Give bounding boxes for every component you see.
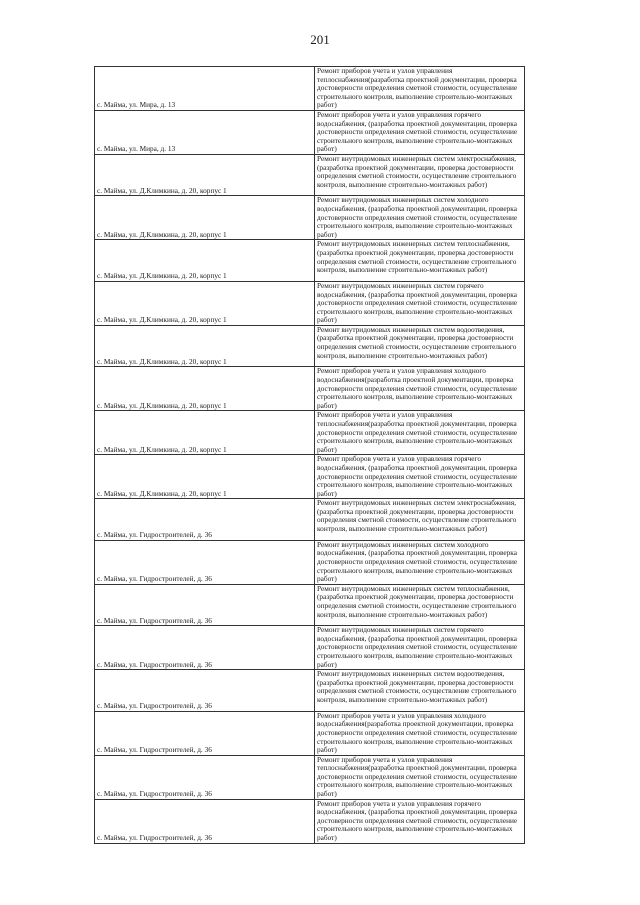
address-cell: с. Майма, ул. Д.Климкина, д. 20, корпус 1 bbox=[95, 455, 315, 499]
address-cell: с. Майма, ул. Д.Климкина, д. 20, корпус 1 bbox=[95, 281, 315, 325]
work-description-cell: Ремонт внутридомовых инженерных систем горячего водоснабжения, (разработка проектной документации, проверка достоверности определения сметной стоимости, осуществление строительного контроля, выполнение строительно-монтажных работ) bbox=[315, 281, 525, 325]
table-body bbox=[95, 67, 525, 844]
table-row bbox=[95, 67, 525, 111]
table-row bbox=[95, 154, 525, 196]
table-row bbox=[95, 196, 525, 240]
address-cell: с. Майма, ул. Мира, д. 13 bbox=[95, 110, 315, 154]
work-description-cell: Ремонт внутридомовых инженерных систем теплоснабжения, (разработка проектной документации, проверка достоверности определения сметной стоимости, осуществление строительного контроля, выполнение строительно-монтажных работ) bbox=[315, 584, 525, 626]
work-description-cell: Ремонт приборов учета и узлов управления холодного водоснабжения(разработка проектной документации, проверка достоверности определения сметной стоимости, осуществление строительного контроля, выполнение строительно-монтажных работ) bbox=[315, 367, 525, 411]
page-number: 201 bbox=[310, 32, 330, 47]
work-description-cell: Ремонт приборов учета и узлов управления теплоснабжения(разработка проектной документации, проверка достоверности определения сметной стоимости, осуществление строительного контроля, выполнение строительно-монтажных работ) bbox=[315, 411, 525, 455]
table-row bbox=[95, 499, 525, 541]
work-description-cell: Ремонт внутридомовых инженерных систем электроснабжения, (разработка проектной документации, проверка достоверности определения сметной стоимости, осуществление строительного контроля, выполнение строительно-монтажных работ) bbox=[315, 499, 525, 541]
address-cell: с. Майма, ул. Д.Климкина, д. 20, корпус 1 bbox=[95, 325, 315, 367]
work-description-cell: Ремонт внутридомовых инженерных систем холодного водоснабжения, (разработка проектной документации, проверка достоверности определения сметной стоимости, осуществление строительного контроля, выполнение строительно-монтажных работ) bbox=[315, 540, 525, 584]
address-cell: с. Майма, ул. Д.Климкина, д. 20, корпус 1 bbox=[95, 411, 315, 455]
table-row bbox=[95, 455, 525, 499]
work-description-cell: Ремонт приборов учета и узлов управления горячего водоснабжения, (разработка проектной документации, проверка достоверности определения сметной стоимости, осуществление строительного контроля, выполнение строительно-монтажных работ) bbox=[315, 110, 525, 154]
address-cell: с. Майма, ул. Гидростроителей, д. 36 bbox=[95, 626, 315, 670]
address-cell: с. Майма, ул. Д.Климкина, д. 20, корпус 1 bbox=[95, 154, 315, 196]
work-description-cell: Ремонт приборов учета и узлов управления горячего водоснабжения, (разработка проектной документации, проверка достоверности определения сметной стоимости, осуществление строительного контроля, выполнение строительно-монтажных работ) bbox=[315, 799, 525, 843]
table-row bbox=[95, 711, 525, 755]
work-description-cell: Ремонт внутридомовых инженерных систем холодного водоснабжения, (разработка проектной документации, проверка достоверности определения сметной стоимости, осуществление строительного контроля, выполнение строительно-монтажных работ) bbox=[315, 196, 525, 240]
address-cell: с. Майма, ул. Гидростроителей, д. 36 bbox=[95, 499, 315, 541]
table-row bbox=[95, 755, 525, 799]
work-description-cell: Ремонт внутридомовых инженерных систем электроснабжения, (разработка проектной документации, проверка достоверности определения сметной стоимости, осуществление строительного контроля, выполнение строительно-монтажных работ) bbox=[315, 154, 525, 196]
work-description-cell: Ремонт внутридомовых инженерных систем водоотведения, (разработка проектной документации, проверка достоверности определения сметной стоимости, осуществление строительного контроля, выполнение строительно-монтажных работ) bbox=[315, 325, 525, 367]
table-row bbox=[95, 367, 525, 411]
table-row bbox=[95, 325, 525, 367]
address-cell: с. Майма, ул. Гидростроителей, д. 36 bbox=[95, 670, 315, 712]
work-description-cell: Ремонт приборов учета и узлов управления теплоснабжения(разработка проектной документации, проверка достоверности определения сметной стоимости, осуществление строительного контроля, выполнение строительно-монтажных работ) bbox=[315, 755, 525, 799]
work-description-cell: Ремонт внутридомовых инженерных систем теплоснабжения, (разработка проектной документации, проверка достоверности определения сметной стоимости, осуществление строительного контроля, выполнение строительно-монтажных работ) bbox=[315, 240, 525, 282]
table-row bbox=[95, 670, 525, 712]
table-row bbox=[95, 584, 525, 626]
table-row bbox=[95, 626, 525, 670]
address-cell: с. Майма, ул. Гидростроителей, д. 36 bbox=[95, 799, 315, 843]
work-description-cell: Ремонт приборов учета и узлов управления теплоснабжения(разработка проектной документации, проверка достоверности определения сметной стоимости, осуществление строительного контроля, выполнение строительно-монтажных работ) bbox=[315, 67, 525, 111]
works-table bbox=[94, 66, 525, 844]
table-row bbox=[95, 281, 525, 325]
address-cell: с. Майма, ул. Мира, д. 13 bbox=[95, 67, 315, 111]
address-cell: с. Майма, ул. Гидростроителей, д. 36 bbox=[95, 755, 315, 799]
address-cell: с. Майма, ул. Гидростроителей, д. 36 bbox=[95, 584, 315, 626]
table-row bbox=[95, 540, 525, 584]
address-cell: с. Майма, ул. Д.Климкина, д. 20, корпус 1 bbox=[95, 240, 315, 282]
work-description-cell: Ремонт внутридомовых инженерных систем водоотведения, (разработка проектной документации, проверка достоверности определения сметной стоимости, осуществление строительного контроля, выполнение строительно-монтажных работ) bbox=[315, 670, 525, 712]
work-description-cell: Ремонт приборов учета и узлов управления холодного водоснабжения(разработка проектной документации, проверка достоверности определения сметной стоимости, осуществление строительного контроля, выполнение строительно-монтажных работ) bbox=[315, 711, 525, 755]
work-description-cell: Ремонт приборов учета и узлов управления горячего водоснабжения, (разработка проектной документации, проверка достоверности определения сметной стоимости, осуществление строительного контроля, выполнение строительно-монтажных работ) bbox=[315, 455, 525, 499]
address-cell: с. Майма, ул. Гидростроителей, д. 36 bbox=[95, 540, 315, 584]
table-row bbox=[95, 799, 525, 843]
table-row bbox=[95, 411, 525, 455]
address-cell: с. Майма, ул. Д.Климкина, д. 20, корпус 1 bbox=[95, 367, 315, 411]
address-cell: с. Майма, ул. Д.Климкина, д. 20, корпус 1 bbox=[95, 196, 315, 240]
work-description-cell: Ремонт внутридомовых инженерных систем горячего водоснабжения, (разработка проектной документации, проверка достоверности определения сметной стоимости, осуществление строительного контроля, выполнение строительно-монтажных работ) bbox=[315, 626, 525, 670]
address-cell: с. Майма, ул. Гидростроителей, д. 36 bbox=[95, 711, 315, 755]
table-row bbox=[95, 240, 525, 282]
table-row bbox=[95, 110, 525, 154]
